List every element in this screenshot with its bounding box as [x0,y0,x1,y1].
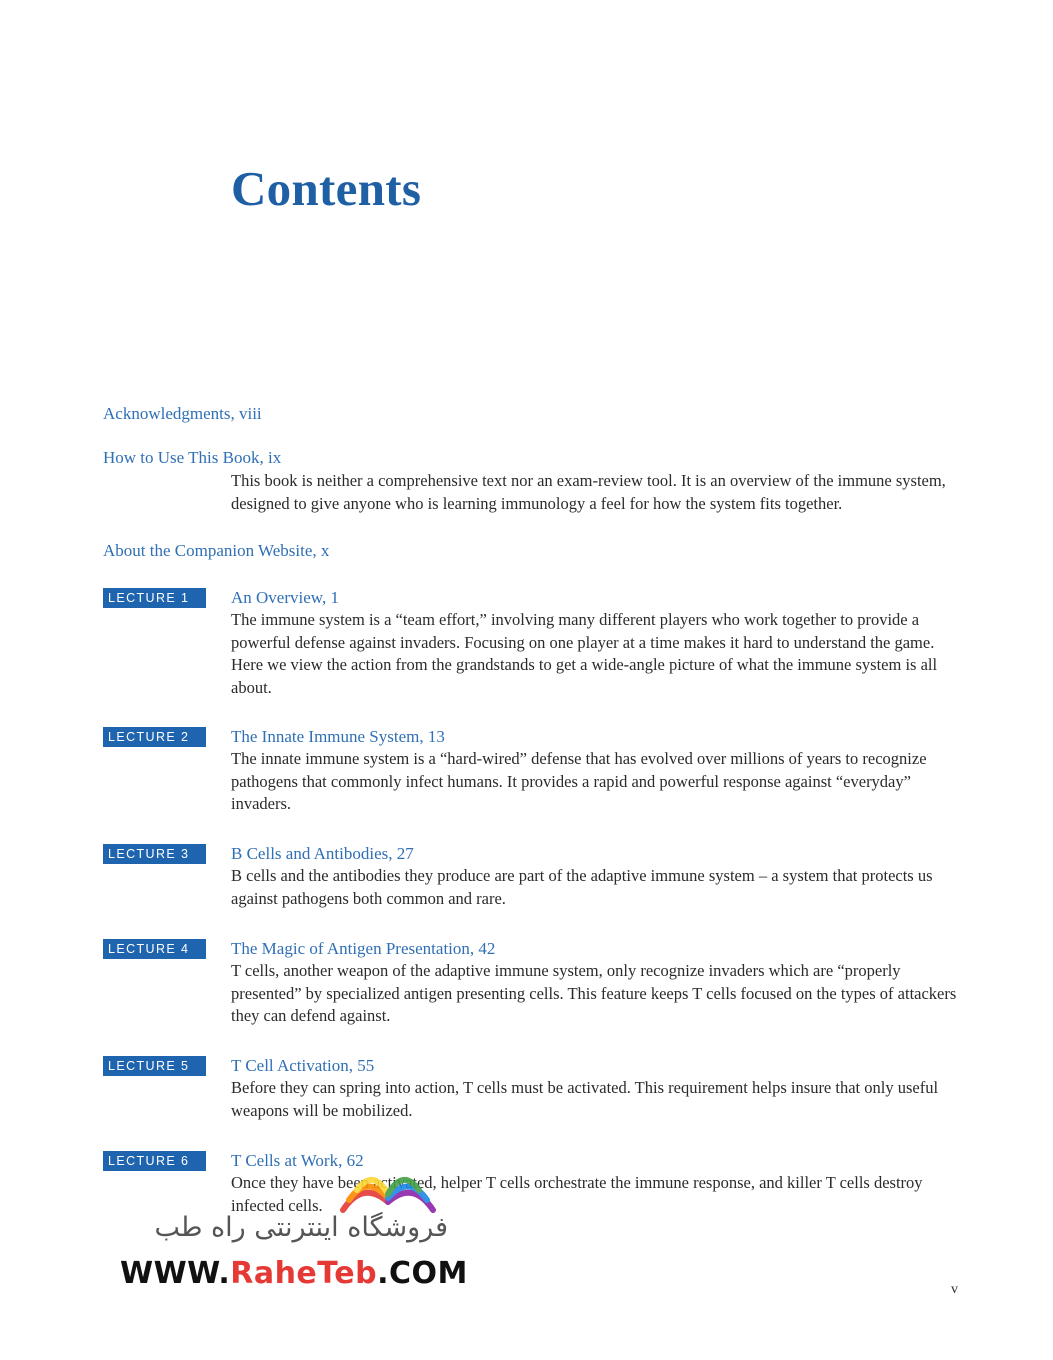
lecture-badge: LECTURE 2 [103,727,206,747]
watermark-url [120,1256,468,1291]
lecture-badge: LECTURE 1 [103,588,206,608]
toc-link-how-to-use[interactable]: How to Use This Book, ix [103,448,282,467]
book-fan-logo-icon [333,1160,443,1216]
lecture-title-link[interactable]: T Cells at Work, 62 [231,1151,364,1170]
lecture-description: T cells, another weapon of the adaptive immune system, only recognize invaders which are “properly presented” by specialized antigen presenting cells. This feature keeps T cells focused on the types of attackers they can defend against. [231,961,957,1025]
lecture-description: B cells and the antibodies they produce are part of the adaptive immune system – a system that protects us against pathogens both common and rare. [231,866,933,908]
lecture-badge: LECTURE 6 [103,1151,206,1171]
lecture-badge: LECTURE 5 [103,1056,206,1076]
lecture-title-link[interactable]: T Cell Activation, 55 [231,1056,375,1075]
watermark-url-prefix: WWW. [120,1256,231,1291]
lecture-title-link[interactable]: The Magic of Antigen Presentation, 42 [231,939,496,958]
lecture-badge: LECTURE 4 [103,939,206,959]
toc-entry-companion-website[interactable] [103,541,329,561]
toc-description-how-to-use: This book is neither a comprehensive text nor an exam-review tool. It is an overview of the immune system, designed to give anyone who is learning immunology a feel for how the system fits together. [231,471,946,513]
toc-entry-how-to-use[interactable] [103,448,281,468]
watermark-persian-text: فروشگاه اینترنتی راه طب [154,1212,448,1243]
toc-link-companion-website[interactable]: About the Companion Website, x [103,541,330,560]
lecture-title-link[interactable]: The Innate Immune System, 13 [231,727,445,746]
page-title: Contents [231,161,422,216]
lecture-description: Before they can spring into action, T cells must be activated. This requirement helps insure that only useful weapons will be mobilized. [231,1078,939,1120]
watermark-url-brand: RaheTeb [230,1256,378,1291]
lecture-description: The immune system is a “team effort,” involving many different players who work together to provide a powerful defense against invaders. Focusing on one player at a time makes it hard to understand the game. Here we view the action from the grandstands to get a wide-angle picture of what the immune system is all about. [231,610,938,697]
toc-entry-acknowledgments[interactable] [103,404,262,424]
lecture-title-link[interactable]: An Overview, 1 [231,588,339,607]
lecture-description: Once they have been activated, helper T cells orchestrate the immune response, and killer T cells destroy infected cells. [231,1173,923,1215]
lecture-title-link[interactable]: B Cells and Antibodies, 27 [231,844,414,863]
toc-link-acknowledgments[interactable]: Acknowledgments, viii [103,404,262,423]
page-number: v [951,1282,958,1297]
lecture-description: The innate immune system is a “hard-wired” defense that has evolved over millions of years to recognize pathogens that commonly infect humans. It provides a rapid and powerful response against “everyday” invaders. [231,749,927,813]
lecture-badge: LECTURE 3 [103,844,206,864]
watermark-url-suffix: .COM [377,1256,468,1291]
watermark [118,1160,468,1300]
